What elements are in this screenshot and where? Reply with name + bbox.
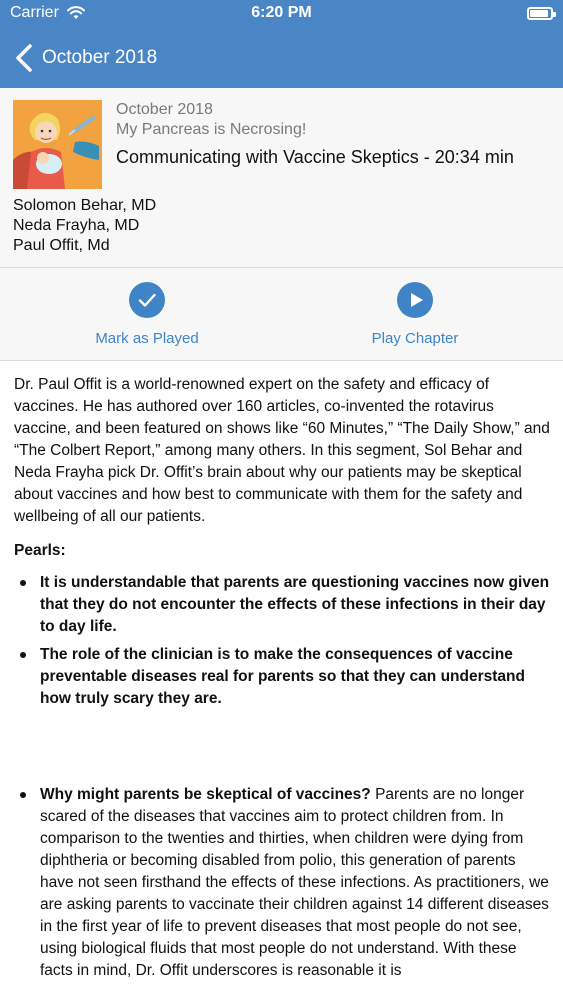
author-name: Neda Frayha, MD — [13, 217, 140, 234]
play-chapter-button[interactable] — [315, 282, 515, 347]
pearls-list — [14, 572, 550, 710]
question-body: Parents are no longer scared of the diseases that vaccines aim to protect children from. In comparison to the twenties and thirties, when children were dying from diphtheria or becoming disabled from polio, this generation of parents have not seen firsthand the effects of these infections. As practitioners, we are asking parents to vaccinate their children against 14 different diseases in the first year of life to prevent diseases that most people do not see, using biological fluids that most people do not understand. With these facts in mind, Dr. Offit underscores is reasonable it is — [40, 786, 549, 979]
back-button[interactable] — [0, 43, 157, 73]
episode-date: October 2018 — [116, 101, 213, 118]
section-spacer — [14, 716, 550, 774]
list-item — [14, 784, 550, 982]
carrier-label: Carrier — [10, 4, 59, 21]
chevron-left-icon — [14, 43, 34, 73]
list-item: The role of the clinician is to make the consequences of vaccine preventable diseases real for parents so that they can understand how truly scary they are. — [14, 644, 550, 710]
nav-row — [0, 38, 157, 78]
episode-show: My Pancreas is Necrosing! — [116, 121, 307, 138]
author-name: Solomon Behar, MD — [13, 197, 157, 214]
battery-fill — [530, 10, 548, 17]
list-item: It is understandable that parents are questioning vaccines now given that they do not encounter the effects of these infections in their day to day life. — [14, 572, 550, 638]
artwork-illustration — [13, 100, 102, 189]
author-name: Paul Offit, Md — [13, 237, 110, 254]
mark-as-played-label: Mark as Played — [95, 330, 199, 347]
play-circle-icon — [397, 282, 433, 318]
episode-title: Communicating with Vaccine Skeptics - 20:34 min — [116, 147, 514, 167]
episode-authors — [13, 196, 156, 256]
back-button-label: October 2018 — [42, 47, 158, 68]
battery-icon — [527, 7, 553, 20]
play-chapter-label: Play Chapter — [371, 330, 459, 347]
navigation-bar — [0, 0, 563, 88]
checkmark-circle-icon — [129, 282, 165, 318]
pearls-heading: Pearls: — [14, 542, 66, 559]
episode-artwork — [13, 100, 102, 189]
status-bar — [0, 0, 563, 28]
question-heading: Why might parents be skeptical of vaccines? — [40, 786, 371, 803]
episode-description — [14, 374, 550, 988]
intro-paragraph: Dr. Paul Offit is a world-renowned expert on the safety and efficacy of vaccines. He has authored over 160 articles, co-invented the rotavirus vaccine, and been featured on shows like “60 Minutes,” “The Daily Show,” and “The Colbert Report,” among many others. In this segment, Sol Behar and Neda Frayha pick Dr. Offit’s brain about why our patients may be skeptical about vaccines and how best to communicate with them for the safety and wellbeing of all our patients. — [14, 376, 550, 525]
mark-as-played-button[interactable] — [47, 282, 247, 347]
status-time: 6:20 PM — [251, 4, 312, 21]
episode-header — [0, 88, 563, 268]
episode-actions — [0, 268, 563, 361]
questions-list — [14, 784, 550, 982]
